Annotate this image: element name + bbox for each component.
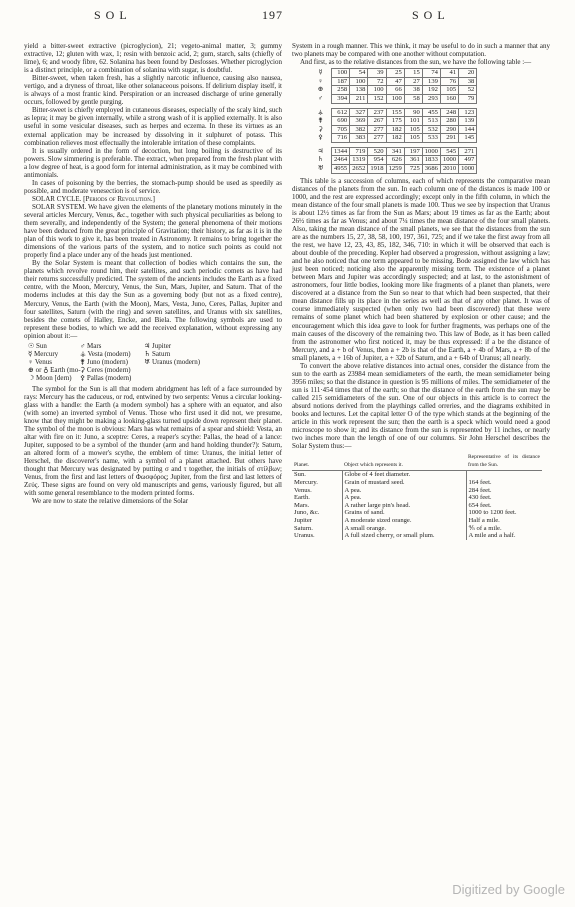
- paragraph-text: We have given the elements of the planetary motions minutely in the several articles Mercury, Venus, &c., together with such physical peculiarities as belong to them severally, and independently of the System; the general phenomena of their motions have been deduced from the great principle of Gravitation; their history, as far as it is in the plan of this work to give it, has been treated in Astronomy. It remains to bring together the dimensions of the various parts of the system, and to notice such points as could not properly find a place under any of the heads just mentioned.: [24, 202, 282, 260]
- table-cell: 361: [404, 156, 422, 165]
- table-cell: 123: [459, 108, 477, 117]
- table-cell: 100: [332, 69, 350, 78]
- table-cell: 3686: [422, 165, 440, 174]
- table-row: [292, 525, 542, 533]
- table-row: [292, 471, 542, 479]
- table-cell: 248: [440, 108, 458, 117]
- table-cell: 76: [440, 77, 458, 86]
- table-row: [312, 77, 477, 86]
- table-cell: 105: [404, 125, 422, 134]
- table-cell: 90: [404, 108, 422, 117]
- scale-table-header-row: [292, 452, 542, 471]
- table-row: [292, 509, 542, 517]
- symbol-entry: ⊕ or ♁ Earth (mo-: [28, 365, 81, 374]
- symbol-entry: ♃ Jupiter: [144, 341, 172, 350]
- table-cell: 497: [459, 156, 477, 165]
- symbol-entry: ⚶ Vesta (modern): [80, 349, 131, 358]
- table-row: [292, 517, 542, 525]
- table-cell: 1000: [440, 156, 458, 165]
- table-row: [312, 165, 477, 174]
- table-cell: 27: [404, 77, 422, 86]
- table-cell: 38: [459, 77, 477, 86]
- table-cell: 533: [422, 134, 440, 143]
- paragraph: We are now to state the relative dimensions of the Solar: [32, 497, 189, 506]
- left-column: [24, 42, 282, 505]
- paragraph: yield a bitter-sweet extractive (picroglycion), 21; vegeto-animal matter, 3; gummy extractive, 12; gluten with wax, 1; resin with benzoic acid, 2; gum, starch, salts (chiefly of lime), 6; and woody fibre, 62. Solanina has been found by Desfosses. Whether picroglycion is a distinct principle, or a combination of solanina with sugar, is doubtful.: [24, 42, 282, 75]
- planet-symbol-icon: ⚴: [318, 134, 323, 142]
- table-row: [292, 487, 542, 495]
- paragraph: To convert the above relative distances into actual ones, consider the distance from the sun to the earth as 23984 mean semidiameters of the earth, the mean semidiameter being 3956 miles; so that the distance in question is 95 millions of miles. The semidiameter of the sun is 111·454 times that of the earth; so that the distance of the earth from the sun may be called 215 semidiameters of the sun. One of our objects in this article is to correct the absurd notions derived from the playthings called orreries, and the diagrams exhibited in books and lectures. Let the capital letter O of the type which stands at the beginning of the article in this work represent the sun; then the earth is a speck which would need a good microscope to show it; and its distance from the sun is represented by 11 inches, or nearly two inches more than the length of one of our columns. Sir John Herschel describes the Solar System thus:—: [292, 361, 550, 451]
- table-cell: Globe of 4 feet diameter.: [342, 471, 466, 479]
- table-cell: 2652: [350, 165, 368, 174]
- table-cell: 145: [459, 134, 477, 143]
- heading-title: SOLAR CYCLE.: [32, 194, 82, 203]
- table-cell: 954: [368, 156, 386, 165]
- table-cell: A pea.: [342, 487, 466, 495]
- table-cell: Grain of mustard seed.: [342, 479, 466, 487]
- table-cell: 520: [368, 147, 386, 156]
- table-cell: 271: [459, 147, 477, 156]
- paragraph: This table is a succession of columns, each of which represents the comparative mean distances of the planets from the sun. In each column one of the distances is made 100 or 1000, and the rest are expressed accordingly; except only in the fifth column, in which the mean distance of the four small planets is made 100. Thus we see by inspection that Uranus is about 12½ times as far from the Sun as Mars; about 19 times as far as the Earth; about 26½ times as far as Venus; and about 7¼ times the mean distance of the four small planets. Also, taking the mean distance of the small planets, we see that the distances from the sun are as the numbers 15, 27, 38, 58, 100, 197, 361, 725; and if we take the first away from all the rest, we have 12, 23, 43, 85, 182, 346, 710: in which it will be observed that each is about double of the preceding. Kepler had observed a progression, without assigning a law; and he also noticed that one term appeared to be missing. Bode assigned the law which has just been noticed; noticing also the apparently missing term. The existence of a planet between Mars and Jupiter was accordingly suspected; and at last, to the astonishment of astronomers, four little bodies, looking more like fragments of a planet than planets, were discovered at a distance from the Sun so near to that which had been suspected, that their mean distance fills up its place in the series as well as that of any other planet. It was of course immediately suspected (when only two had been discovered) that these were remains of some planet which had been shattered by explosion or other cause; and the encouragement which this idea gave to look for further fragments, was perhaps one of the main causes of the discovery of the remaining two. This law of Bode, as it has been called from the astronomer who first noticed it, may be thus expressed: if a be the distance of Mercury, and a + b of Venus, then a + 2b is that of the Earth, a + 4b of Mars, a + 8b of the small planets, a + 16b of Jupiter, a + 32b of Saturn, and a + 64b of Uranus; all nearly.: [292, 176, 550, 362]
- table-cell: 100: [350, 77, 368, 86]
- table-row: [312, 125, 477, 134]
- table-cell: 58: [404, 94, 422, 103]
- table-row: [312, 117, 477, 126]
- planet-symbol-icon: ♂: [318, 94, 323, 102]
- table-cell: 25: [386, 69, 404, 78]
- table-row: [312, 94, 477, 103]
- table-cell: 277: [368, 125, 386, 134]
- table-cell: Jupiter: [294, 516, 312, 524]
- paragraph: In cases of poisoning by the berries, the stomach-pump should be used as speedily as possible, and moderate venesection is of service.: [24, 178, 282, 195]
- table-cell: 39: [368, 69, 386, 78]
- table-cell: 1344: [332, 147, 350, 156]
- symbol-list: [28, 342, 282, 382]
- table-cell: A pea.: [342, 494, 466, 502]
- digitization-watermark: Digitized by Google: [452, 882, 565, 897]
- table-cell: 160: [440, 94, 458, 103]
- table-cell: 192: [422, 86, 440, 95]
- symbol-entry: ⚴ Pallas (modern): [80, 373, 132, 382]
- column-header: Object which represents it.: [342, 452, 466, 471]
- table-cell: 719: [350, 147, 368, 156]
- table-cell: 1000 to 1200 feet.: [468, 509, 517, 517]
- table-cell: 532: [422, 125, 440, 134]
- table-cell: 139: [422, 77, 440, 86]
- planet-symbol-icon: ⚶: [317, 108, 324, 116]
- article-heading-solar-cycle: [24, 195, 282, 203]
- table-cell: 394: [332, 94, 350, 103]
- column-header: Planet.: [292, 452, 342, 471]
- paragraph: The symbol for the Sun is all that modern abridgment has left of a face surrounded by rays: Mercury has the caduceus, or rod, entwined by two serpents: Venus a circular looking-glass with a handle: the Earth (a modern symbol) has a sphere with an equator, and also (with some) an inverted symbol of Venus. Those who first used it did not, we presume, know that they might be making a looking-glass turned upside down represent their planet. The symbol of the moon is obvious: Mars has what remains of a spear and shield: Vesta, an altar with fire on it: Juno, a sceptre: Ceres, a reaper's scythe: Pallas, the head of a lance: Jupiter, supposed to be a symbol of the thunder (arm and hand holding thunder?): Saturn, an altered form of a mower's scythe, the emblem of time: Uranus, the initial letter of Herschel, the discoverer's name, with a symbol of a planet attached. But others have thought that Mercury was designated by putting σ and τ together, the initials of στίλβων; Venus, from the first and last letters of Φωσφόρος; Jupiter, from the first and last letters of Ζεύς. These signs are found on very old manuscripts and gems, variously figured, but all with some general resemblance to the modern printed forms.: [24, 384, 282, 498]
- table-cell: Venus.: [294, 486, 312, 494]
- planet-symbol-icon: ⊕: [317, 86, 324, 94]
- table-cell: 164 feet.: [468, 478, 492, 486]
- table-cell: Uranus.: [294, 532, 315, 540]
- table-cell: 290: [440, 125, 458, 134]
- table-cell: Sun.: [294, 471, 306, 479]
- symbol-entry: [144, 366, 282, 374]
- table-cell: 545: [440, 147, 458, 156]
- table-cell: 187: [332, 77, 350, 86]
- table-cell: Saturn.: [294, 524, 313, 532]
- scale-table-body: [292, 471, 542, 540]
- table-row: [312, 108, 477, 117]
- paragraph: System in a rough manner. This we think, it may be useful to do in such a manner that any two planets may be compared with one another without computation.: [292, 42, 550, 59]
- running-head-left: S O L: [94, 8, 128, 22]
- table-cell: 716: [332, 134, 350, 143]
- table-cell: 66: [386, 86, 404, 95]
- table-cell: 54: [350, 69, 368, 78]
- table-cell: ⅘ of a mile.: [468, 524, 502, 532]
- table-cell: 15: [404, 69, 422, 78]
- table-cell: 72: [368, 77, 386, 86]
- planet-symbol-icon: ⚳: [318, 125, 323, 133]
- table-cell: 382: [350, 125, 368, 134]
- paragraph: Bitter-sweet is chiefly employed in cutaneous diseases, especially of the scaly kind, such as lepra; it may be given internally, while a strong wash of it is applied externally. It is also useful in some vesicular diseases, such as herpes and eczema. In these its virtues as an external application may be increased by dissolving in it sulphuret of potass. This combination relieves most effectually the intolerable irritation of these complaints.: [24, 106, 282, 147]
- table-cell: 293: [422, 94, 440, 103]
- symbol-entry: ☿ Mercury: [28, 349, 59, 358]
- table-row: [312, 86, 477, 95]
- table-cell: Earth.: [294, 494, 310, 502]
- table-cell: 705: [332, 125, 350, 134]
- distance-table: [312, 68, 477, 174]
- table-cell: 105: [440, 86, 458, 95]
- table-cell: 327: [350, 108, 368, 117]
- paragraph: It is usually ordered in the form of decoction, but long boiling is destructive of its powers. Slow simmering is preferable. The extract, when prepared from the fresh plant with a low degree of heat, is a good form for internal administration, as it may be combined with antimonials.: [24, 146, 282, 179]
- symbol-entry: ⚵ Juno (modern): [80, 357, 128, 366]
- table-cell: 182: [386, 125, 404, 134]
- table-cell: [466, 471, 542, 479]
- table-cell: 155: [386, 108, 404, 117]
- scale-table: [292, 452, 542, 539]
- table-cell: 52: [459, 86, 477, 95]
- symbol-entry: ♄ Saturn: [144, 349, 171, 358]
- table-cell: 2010: [440, 165, 458, 174]
- planet-symbol-icon: ⚵: [318, 117, 323, 125]
- table-cell: 79: [459, 94, 477, 103]
- table-cell: Juno, &c.: [294, 509, 320, 517]
- table-cell: 1319: [350, 156, 368, 165]
- planet-symbol-icon: ♄: [317, 156, 324, 164]
- table-row: [312, 69, 477, 78]
- planet-symbol-icon: ♀: [318, 77, 323, 85]
- table-cell: 280: [440, 117, 458, 126]
- table-cell: 197: [404, 147, 422, 156]
- table-cell: 277: [368, 134, 386, 143]
- table-cell: 513: [422, 117, 440, 126]
- table-cell: 211: [350, 94, 368, 103]
- table-cell: 690: [332, 117, 350, 126]
- table-row: [312, 134, 477, 143]
- table-cell: 175: [386, 117, 404, 126]
- table-cell: 139: [459, 117, 477, 126]
- table-cell: 1259: [386, 165, 404, 174]
- page-header: [24, 8, 551, 24]
- table-cell: 152: [368, 94, 386, 103]
- right-column: [292, 42, 550, 540]
- table-cell: 47: [386, 77, 404, 86]
- table-cell: 101: [404, 117, 422, 126]
- planet-symbol-icon: ♃: [317, 147, 324, 155]
- running-head-right: S O L: [412, 8, 446, 22]
- table-cell: A rather large pin's head.: [342, 502, 466, 510]
- column-header: Representative of its distance from the Sun.: [466, 452, 542, 471]
- table-cell: 612: [332, 108, 350, 117]
- table-cell: 258: [332, 86, 350, 95]
- table-cell: Mars.: [294, 501, 310, 509]
- table-cell: 430 feet.: [468, 494, 492, 502]
- table-cell: 1918: [368, 165, 386, 174]
- table-cell: 369: [350, 117, 368, 126]
- table-cell: 74: [422, 69, 440, 78]
- table-row: [292, 532, 542, 540]
- table-cell: 341: [386, 147, 404, 156]
- table-cell: 1833: [422, 156, 440, 165]
- table-cell: 654 feet.: [468, 501, 492, 509]
- table-cell: Grains of sand.: [342, 509, 466, 517]
- table-cell: 20: [459, 69, 477, 78]
- table-cell: 291: [440, 134, 458, 143]
- page-number: 197: [262, 8, 283, 22]
- table-cell: 626: [386, 156, 404, 165]
- paragraph: By the Solar System is meant that collection of bodies which contains the sun, the planets which revolve round him, their satellites, and such periodic comets as have had their returns successfully predicted. The system of the ancients includes the Earth as a fixed centre, with the Moon, Mercury, Venus, the Sun, Mars, Jupiter, and Saturn. That of the moderns includes at this day the Sun as a governing body (but not as a fixed centre), Mercury, Venus, the Earth (with the Moon), Mars, Vesta, Juno, Ceres, Pallas, Jupiter and four satellites, Saturn (with the ring) and seven satellites, and Uranus with six satellites, besides the comets of Halley, Encke, and Biela. The following symbols are used to represent these bodies, to which we add the received explanation, without expressing any opinion about it:—: [24, 259, 282, 340]
- table-cell: 100: [386, 94, 404, 103]
- table-cell: 38: [404, 86, 422, 95]
- table-cell: A moderate sized orange.: [342, 517, 466, 525]
- table-cell: A full sized cherry, or small plum.: [342, 532, 466, 540]
- symbol-entry: ♀ Venus: [28, 357, 52, 366]
- table-cell: A small orange.: [342, 525, 466, 533]
- paragraph: Bitter-sweet, when taken fresh, has a slightly narcotic influence, causing also nausea, vertigo, and a dryness of throat, like other solanaceous poisons. If delirium display itself, it is always of a most frantic kind. Perspiration or an increased discharge of urine generally occurs, followed by gentle purging.: [24, 74, 282, 107]
- table-cell: 138: [350, 86, 368, 95]
- planet-symbol-icon: ☿: [318, 69, 323, 77]
- table-row: [312, 147, 477, 156]
- symbol-entry: [144, 374, 282, 382]
- table-cell: 2464: [332, 156, 350, 165]
- planet-symbol-icon: ♅: [317, 165, 324, 173]
- table-cell: 144: [459, 125, 477, 134]
- table-cell: 284 feet.: [468, 486, 492, 494]
- table-row: [292, 479, 542, 487]
- table-cell: 237: [368, 108, 386, 117]
- symbol-entry: ⚳ Ceres (modern): [80, 365, 131, 374]
- paragraph: [24, 203, 282, 259]
- table-cell: A mile and a half.: [468, 532, 516, 540]
- table-cell: 1000: [422, 147, 440, 156]
- symbol-entry: ☉ Sun: [28, 341, 47, 350]
- table-cell: Mercury.: [294, 478, 318, 486]
- table-cell: 182: [386, 134, 404, 143]
- table-row: [312, 156, 477, 165]
- symbol-entry: ♂ Mars: [80, 341, 102, 350]
- symbol-entry: ♅ Uranus (modern): [144, 357, 201, 366]
- table-cell: 267: [368, 117, 386, 126]
- table-row: [292, 502, 542, 510]
- table-cell: 455: [422, 108, 440, 117]
- symbol-entry: ☽ Moon [dern): [28, 373, 72, 382]
- table-row: [292, 494, 542, 502]
- table-cell: 105: [404, 134, 422, 143]
- heading-title: SOLAR SYSTEM.: [32, 202, 87, 211]
- distance-table-body: [312, 69, 477, 174]
- table-cell: 100: [368, 86, 386, 95]
- table-cell: 383: [350, 134, 368, 143]
- table-cell: 41: [440, 69, 458, 78]
- cross-reference: [Periods of Revolution.]: [83, 194, 155, 203]
- table-cell: 1000: [459, 165, 477, 174]
- table-cell: Half a mile.: [468, 516, 500, 524]
- table-cell: 725: [404, 165, 422, 174]
- table-cell: 4955: [332, 165, 350, 174]
- paragraph: And first, as to the relative distances from the sun, we have the following table :—: [300, 58, 532, 67]
